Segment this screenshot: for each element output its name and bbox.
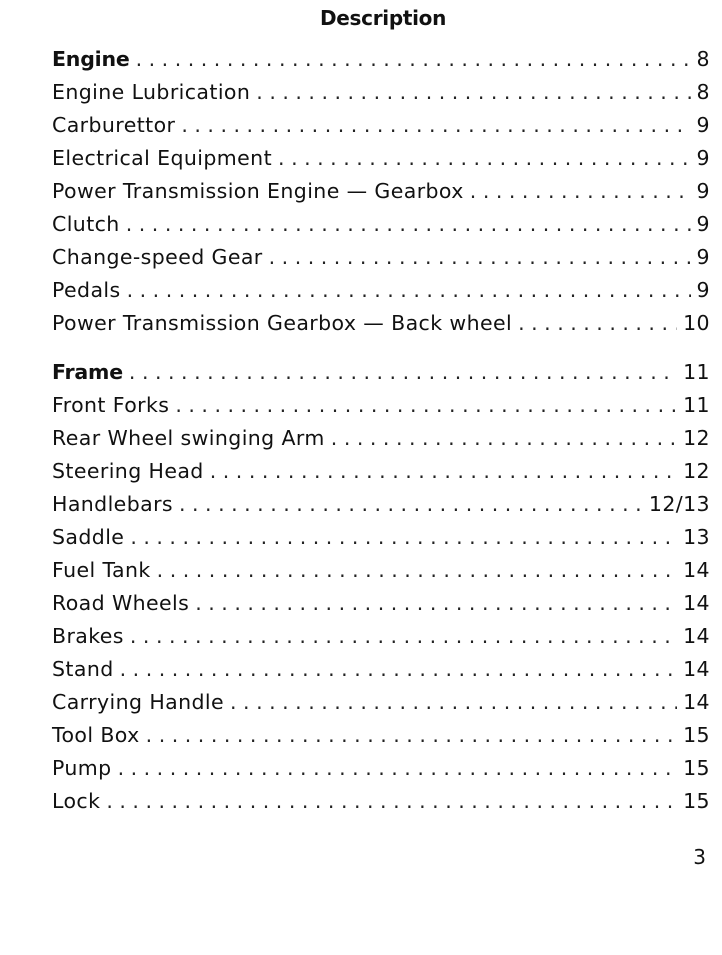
dot-leader <box>136 47 691 71</box>
dot-leader <box>120 657 677 681</box>
toc-entry[interactable] <box>52 179 710 212</box>
toc-entry-label: Pump <box>52 756 112 780</box>
toc-entry[interactable] <box>52 459 710 492</box>
dot-leader <box>470 179 691 203</box>
dot-leader <box>126 212 691 236</box>
toc-entry-label: Clutch <box>52 212 120 236</box>
dot-leader <box>256 80 690 104</box>
toc-entry-page: 13 <box>683 525 710 549</box>
toc-entry-label: Power Transmission Gearbox — Back wheel <box>52 311 513 335</box>
toc-entry-page: 14 <box>683 690 710 714</box>
toc-entry[interactable] <box>52 690 710 723</box>
toc-entry[interactable] <box>52 278 710 311</box>
toc-entry-label: Frame <box>52 360 123 384</box>
toc-entry[interactable] <box>52 756 710 789</box>
page-title: Description <box>319 6 447 30</box>
toc-entry-label: Front Forks <box>52 393 170 417</box>
toc-entry[interactable] <box>52 212 710 245</box>
toc-entry-label: Tool Box <box>52 723 140 747</box>
toc-entry-page: 9 <box>696 146 710 170</box>
toc-entry-page: 10 <box>683 311 710 335</box>
toc-entry-page: 14 <box>683 657 710 681</box>
toc-entry-page: 14 <box>683 558 710 582</box>
toc-entry[interactable] <box>52 558 710 591</box>
dot-leader <box>210 459 677 483</box>
dot-leader <box>130 624 677 648</box>
toc-entry-label: Handlebars <box>52 492 173 516</box>
dot-leader <box>129 360 677 384</box>
toc-entry-label: Power Transmission Engine — Gearbox <box>52 179 464 203</box>
toc-entry-page: 8 <box>696 47 710 71</box>
toc-entry-page: 15 <box>683 723 710 747</box>
dot-leader <box>518 311 677 335</box>
dot-leader <box>130 525 677 549</box>
toc-entry[interactable] <box>52 113 710 146</box>
dot-leader <box>331 426 677 450</box>
toc-entry-page: 9 <box>696 278 710 302</box>
toc-entry-label: Steering Head <box>52 459 204 483</box>
dot-leader <box>230 690 677 714</box>
dot-leader <box>269 245 691 269</box>
toc-entry[interactable] <box>52 311 710 344</box>
toc-entry-page: 8 <box>696 80 710 104</box>
toc-entry-page: 9 <box>696 179 710 203</box>
toc-entry-page: 15 <box>683 789 710 813</box>
toc-entry-label: Stand <box>52 657 114 681</box>
dot-leader <box>146 723 677 747</box>
toc-entry-label: Saddle <box>52 525 125 549</box>
toc-entry-label: Engine <box>52 47 130 71</box>
toc-entry-page: 9 <box>696 212 710 236</box>
toc-entry-label: Brakes <box>52 624 124 648</box>
toc-entry-page: 12/13 <box>648 492 710 516</box>
toc-entry-label: Engine Lubrication <box>52 80 251 104</box>
toc-entry-page: 14 <box>683 624 710 648</box>
dot-leader <box>181 113 690 137</box>
toc-entry[interactable] <box>52 492 710 525</box>
toc-entry-page: 14 <box>683 591 710 615</box>
toc-entry-page: 11 <box>683 393 710 417</box>
toc-engine-section <box>52 47 710 344</box>
toc-entry[interactable] <box>52 146 710 179</box>
dot-leader <box>127 278 691 302</box>
toc-entry-page: 11 <box>683 360 710 384</box>
dot-leader <box>179 492 643 516</box>
toc-entry-label: Carburettor <box>52 113 176 137</box>
dot-leader <box>118 756 678 780</box>
toc-frame-section <box>52 360 710 822</box>
dot-leader <box>278 146 691 170</box>
toc-entry-page: 12 <box>683 459 710 483</box>
toc-entry[interactable] <box>52 591 710 624</box>
toc-entry[interactable] <box>52 624 710 657</box>
toc-entry-label: Fuel Tank <box>52 558 151 582</box>
toc-entry[interactable] <box>52 789 710 822</box>
toc-entry-label: Carrying Handle <box>52 690 225 714</box>
toc-entry-page: 9 <box>696 113 710 137</box>
toc-entry-label: Change-speed Gear <box>52 245 263 269</box>
toc-entry[interactable] <box>52 723 710 756</box>
toc-entry-page: 12 <box>683 426 710 450</box>
toc-entry[interactable] <box>52 80 710 113</box>
toc-entry[interactable] <box>52 426 710 459</box>
dot-leader <box>175 393 677 417</box>
dot-leader <box>195 591 677 615</box>
toc-heading-engine[interactable] <box>52 47 710 80</box>
page-number: 3 <box>693 845 706 869</box>
toc-heading-frame[interactable] <box>52 360 710 393</box>
toc-entry[interactable] <box>52 525 710 558</box>
toc-entry-page: 9 <box>696 245 710 269</box>
toc-entry[interactable] <box>52 245 710 278</box>
toc-entry-page: 15 <box>683 756 710 780</box>
toc-entry-label: Lock <box>52 789 101 813</box>
toc-entry-label: Rear Wheel swinging Arm <box>52 426 325 450</box>
toc-entry-label: Pedals <box>52 278 121 302</box>
toc-entry-label: Electrical Equipment <box>52 146 273 170</box>
dot-leader <box>157 558 677 582</box>
dot-leader <box>106 789 677 813</box>
toc-entry[interactable] <box>52 657 710 690</box>
toc-entry[interactable] <box>52 393 710 426</box>
toc-entry-label: Road Wheels <box>52 591 190 615</box>
